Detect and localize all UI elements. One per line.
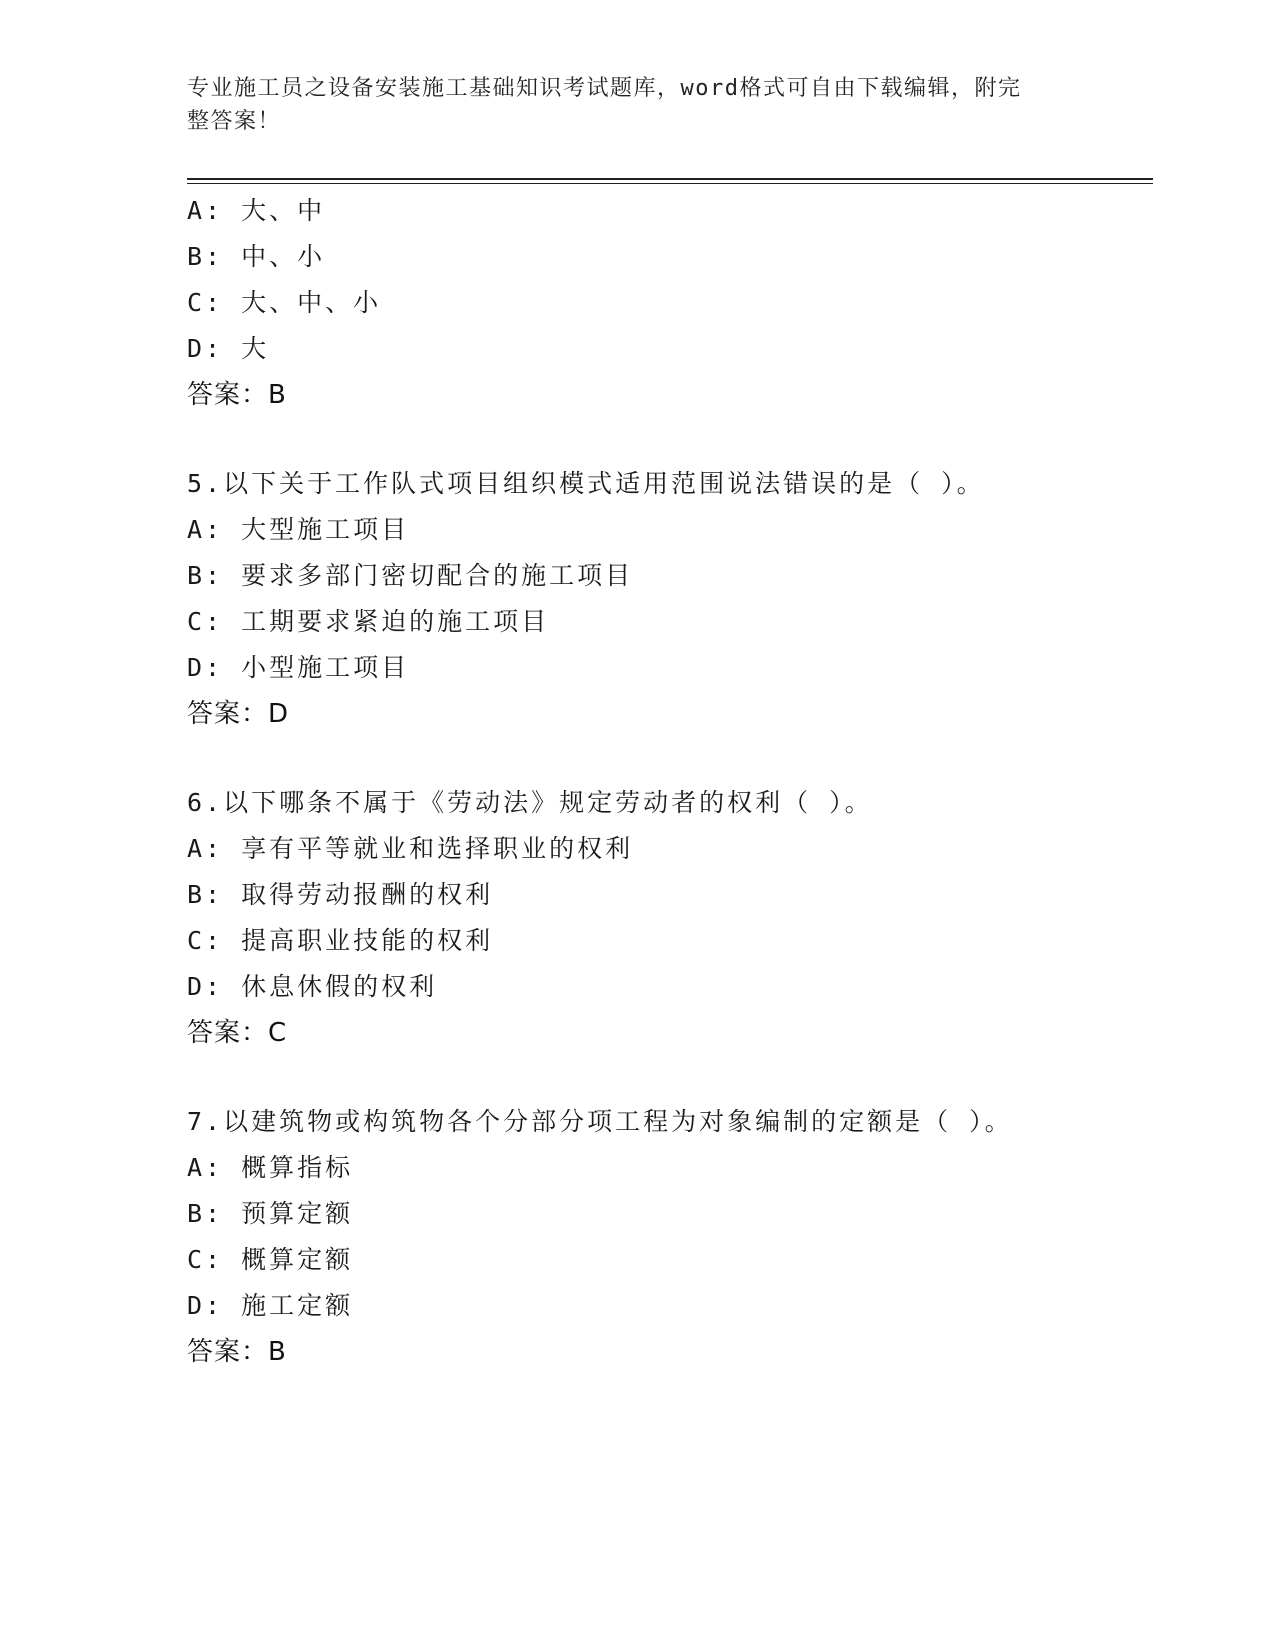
option-c: C: 大、中、小 [187, 288, 382, 317]
answer-line: 答案：C [187, 1018, 288, 1048]
option-b: B: 取得劳动报酬的权利 [187, 880, 494, 909]
continued-question-block [187, 188, 1153, 418]
answer-line: 答案：D [187, 699, 290, 729]
option-a: A: 大、中 [187, 196, 326, 225]
option-d: D: 大 [187, 334, 270, 363]
answer-line: 答案：B [187, 380, 287, 410]
option-b: B: 预算定额 [187, 1199, 354, 1228]
question-text: 5.以下关于工作队式项目组织模式适用范围说法错误的是（ ）。 [187, 469, 985, 498]
header-rule-thin [187, 183, 1153, 184]
option-b: B: 中、小 [187, 242, 326, 271]
block-spacer [187, 1056, 1153, 1099]
block-spacer [187, 737, 1153, 780]
question-block-6 [187, 780, 1153, 1056]
header-rule-thick [187, 178, 1153, 180]
option-a: A: 概算指标 [187, 1153, 354, 1182]
question-block-5 [187, 461, 1153, 737]
option-a: A: 享有平等就业和选择职业的权利 [187, 834, 634, 863]
question-list [187, 188, 1153, 1375]
header-line-1: 专业施工员之设备安装施工基础知识考试题库，word格式可自由下载编辑，附完 [187, 76, 1022, 101]
question-text: 6.以下哪条不属于《劳动法》规定劳动者的权利（ ）。 [187, 788, 873, 817]
option-c: C: 提高职业技能的权利 [187, 926, 494, 955]
document-header [187, 72, 1067, 138]
question-text: 7.以建筑物或构筑物各个分部分项工程为对象编制的定额是（ ）。 [187, 1107, 1013, 1136]
question-block-7 [187, 1099, 1153, 1375]
option-c: C: 概算定额 [187, 1245, 354, 1274]
option-d: D: 施工定额 [187, 1291, 354, 1320]
option-a: A: 大型施工项目 [187, 515, 410, 544]
option-d: D: 休息休假的权利 [187, 972, 438, 1001]
option-d: D: 小型施工项目 [187, 653, 410, 682]
answer-line: 答案：B [187, 1337, 287, 1367]
block-spacer [187, 418, 1153, 461]
option-b: B: 要求多部门密切配合的施工项目 [187, 561, 634, 590]
header-line-2: 整答案！ [187, 109, 282, 134]
option-c: C: 工期要求紧迫的施工项目 [187, 607, 550, 636]
